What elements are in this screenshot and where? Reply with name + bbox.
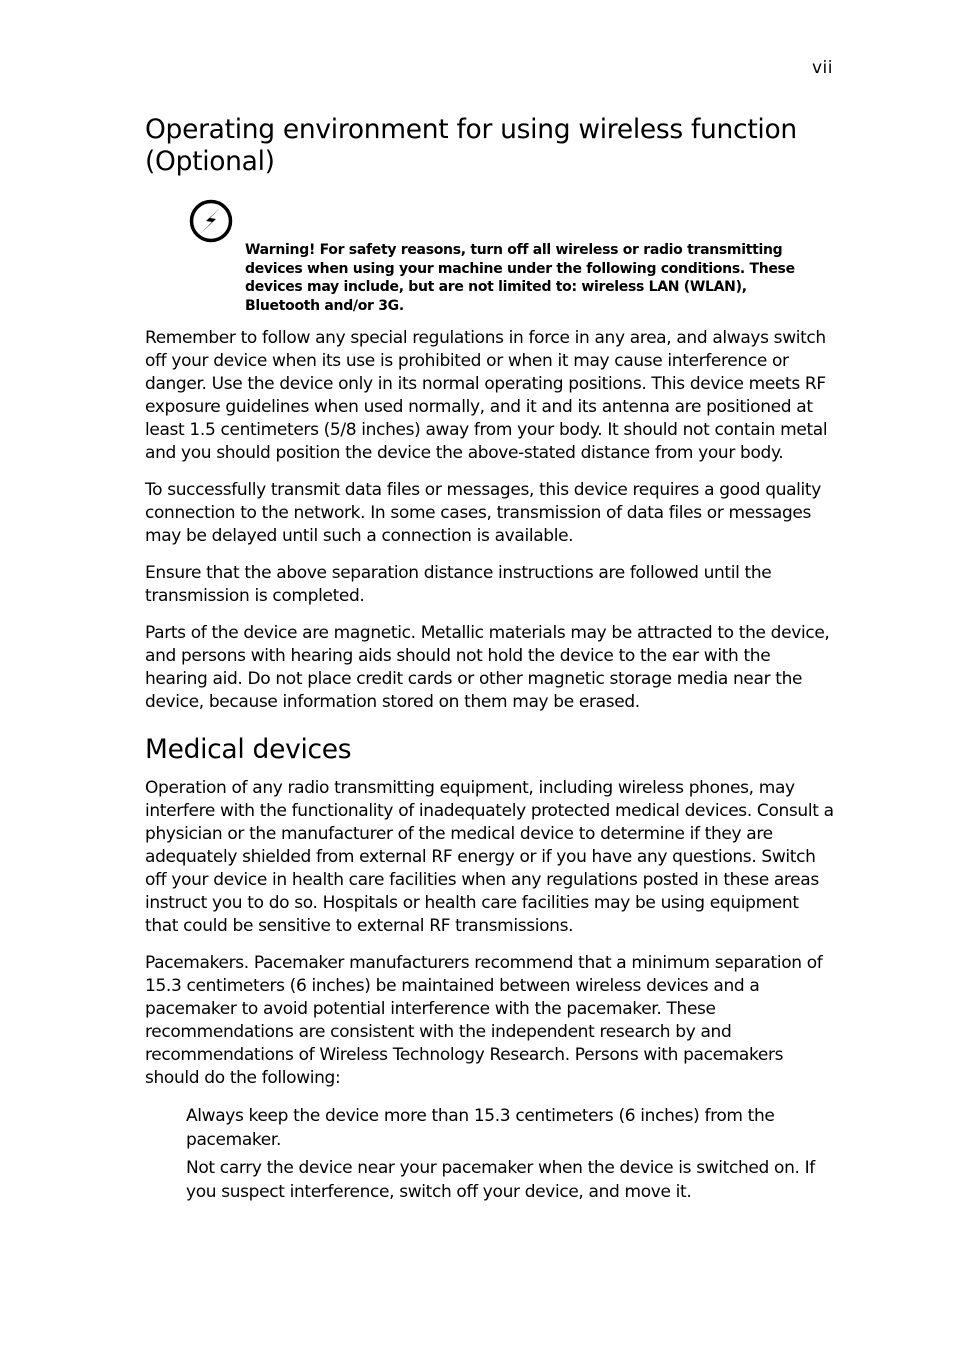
section-title-wireless: Operating environment for using wireless function (Optional): [145, 114, 797, 177]
page-content: [145, 114, 835, 1208]
paragraph: To successfully transmit data files or messages, this device requires a good quality connection to the network. In some cases, transmission of data files or messages may be delayed until such a connection is available.: [145, 480, 821, 546]
warning-lightning-icon: [189, 199, 233, 243]
list-item: Always keep the device more than 15.3 centimeters (6 inches) from the pacemaker.: [186, 1106, 775, 1150]
warning-text: Warning! For safety reasons, turn off all wireless or radio transmitting devices when using your machine under the following conditions. These devices may include, but are not limited to: wireless LAN (WLAN), Bluetooth and/or 3G.: [245, 242, 795, 314]
warning-box: [189, 199, 835, 313]
pacemaker-guidelines-list: [145, 1104, 835, 1204]
list-item: Not carry the device near your pacemaker when the device is switched on. If you suspect interference, switch off your device, and move it.: [186, 1158, 815, 1202]
paragraph: Operation of any radio transmitting equipment, including wireless phones, may interfere with the functionality of inadequately protected medical devices. Consult a physician or the manufacturer of the medical device to determine if they are adequately shielded from external RF energy or if you have any questions. Switch off your device in health care facilities when any regulations posted in these areas instruct you to do so. Hospitals or health care facilities may be using equipment that could be sensitive to external RF transmissions.: [145, 778, 834, 936]
paragraph: Parts of the device are magnetic. Metallic materials may be attracted to the device, and persons with hearing aids should not hold the device to the ear with the hearing aid. Do not place credit cards or other magnetic storage media near the device, because information stored on them may be erased.: [145, 623, 830, 712]
paragraph: Ensure that the above separation distance instructions are followed until the transmission is completed.: [145, 563, 772, 606]
section-title-medical: Medical devices: [145, 734, 352, 765]
paragraph: Pacemakers. Pacemaker manufacturers recommend that a minimum separation of 15.3 centimeters (6 inches) be maintained between wireless devices and a pacemaker to avoid potential interference with the pacemaker. These recommendations are consistent with the independent research by and recommendations of Wireless Technology Research. Persons with pacemakers should do the following:: [145, 953, 823, 1088]
page-number: vii: [811, 58, 833, 78]
warning-divider: [245, 218, 835, 222]
paragraph: Remember to follow any special regulations in force in any area, and always switch off your device when its use is prohibited or when it may cause interference or danger. Use the device only in its normal operating positions. This device meets RF exposure guidelines when used normally, and it and its antenna are positioned at least 1.5 centimeters (5/8 inches) away from your body. It should not contain metal and you should position the device the above-stated distance from your body.: [145, 328, 828, 463]
